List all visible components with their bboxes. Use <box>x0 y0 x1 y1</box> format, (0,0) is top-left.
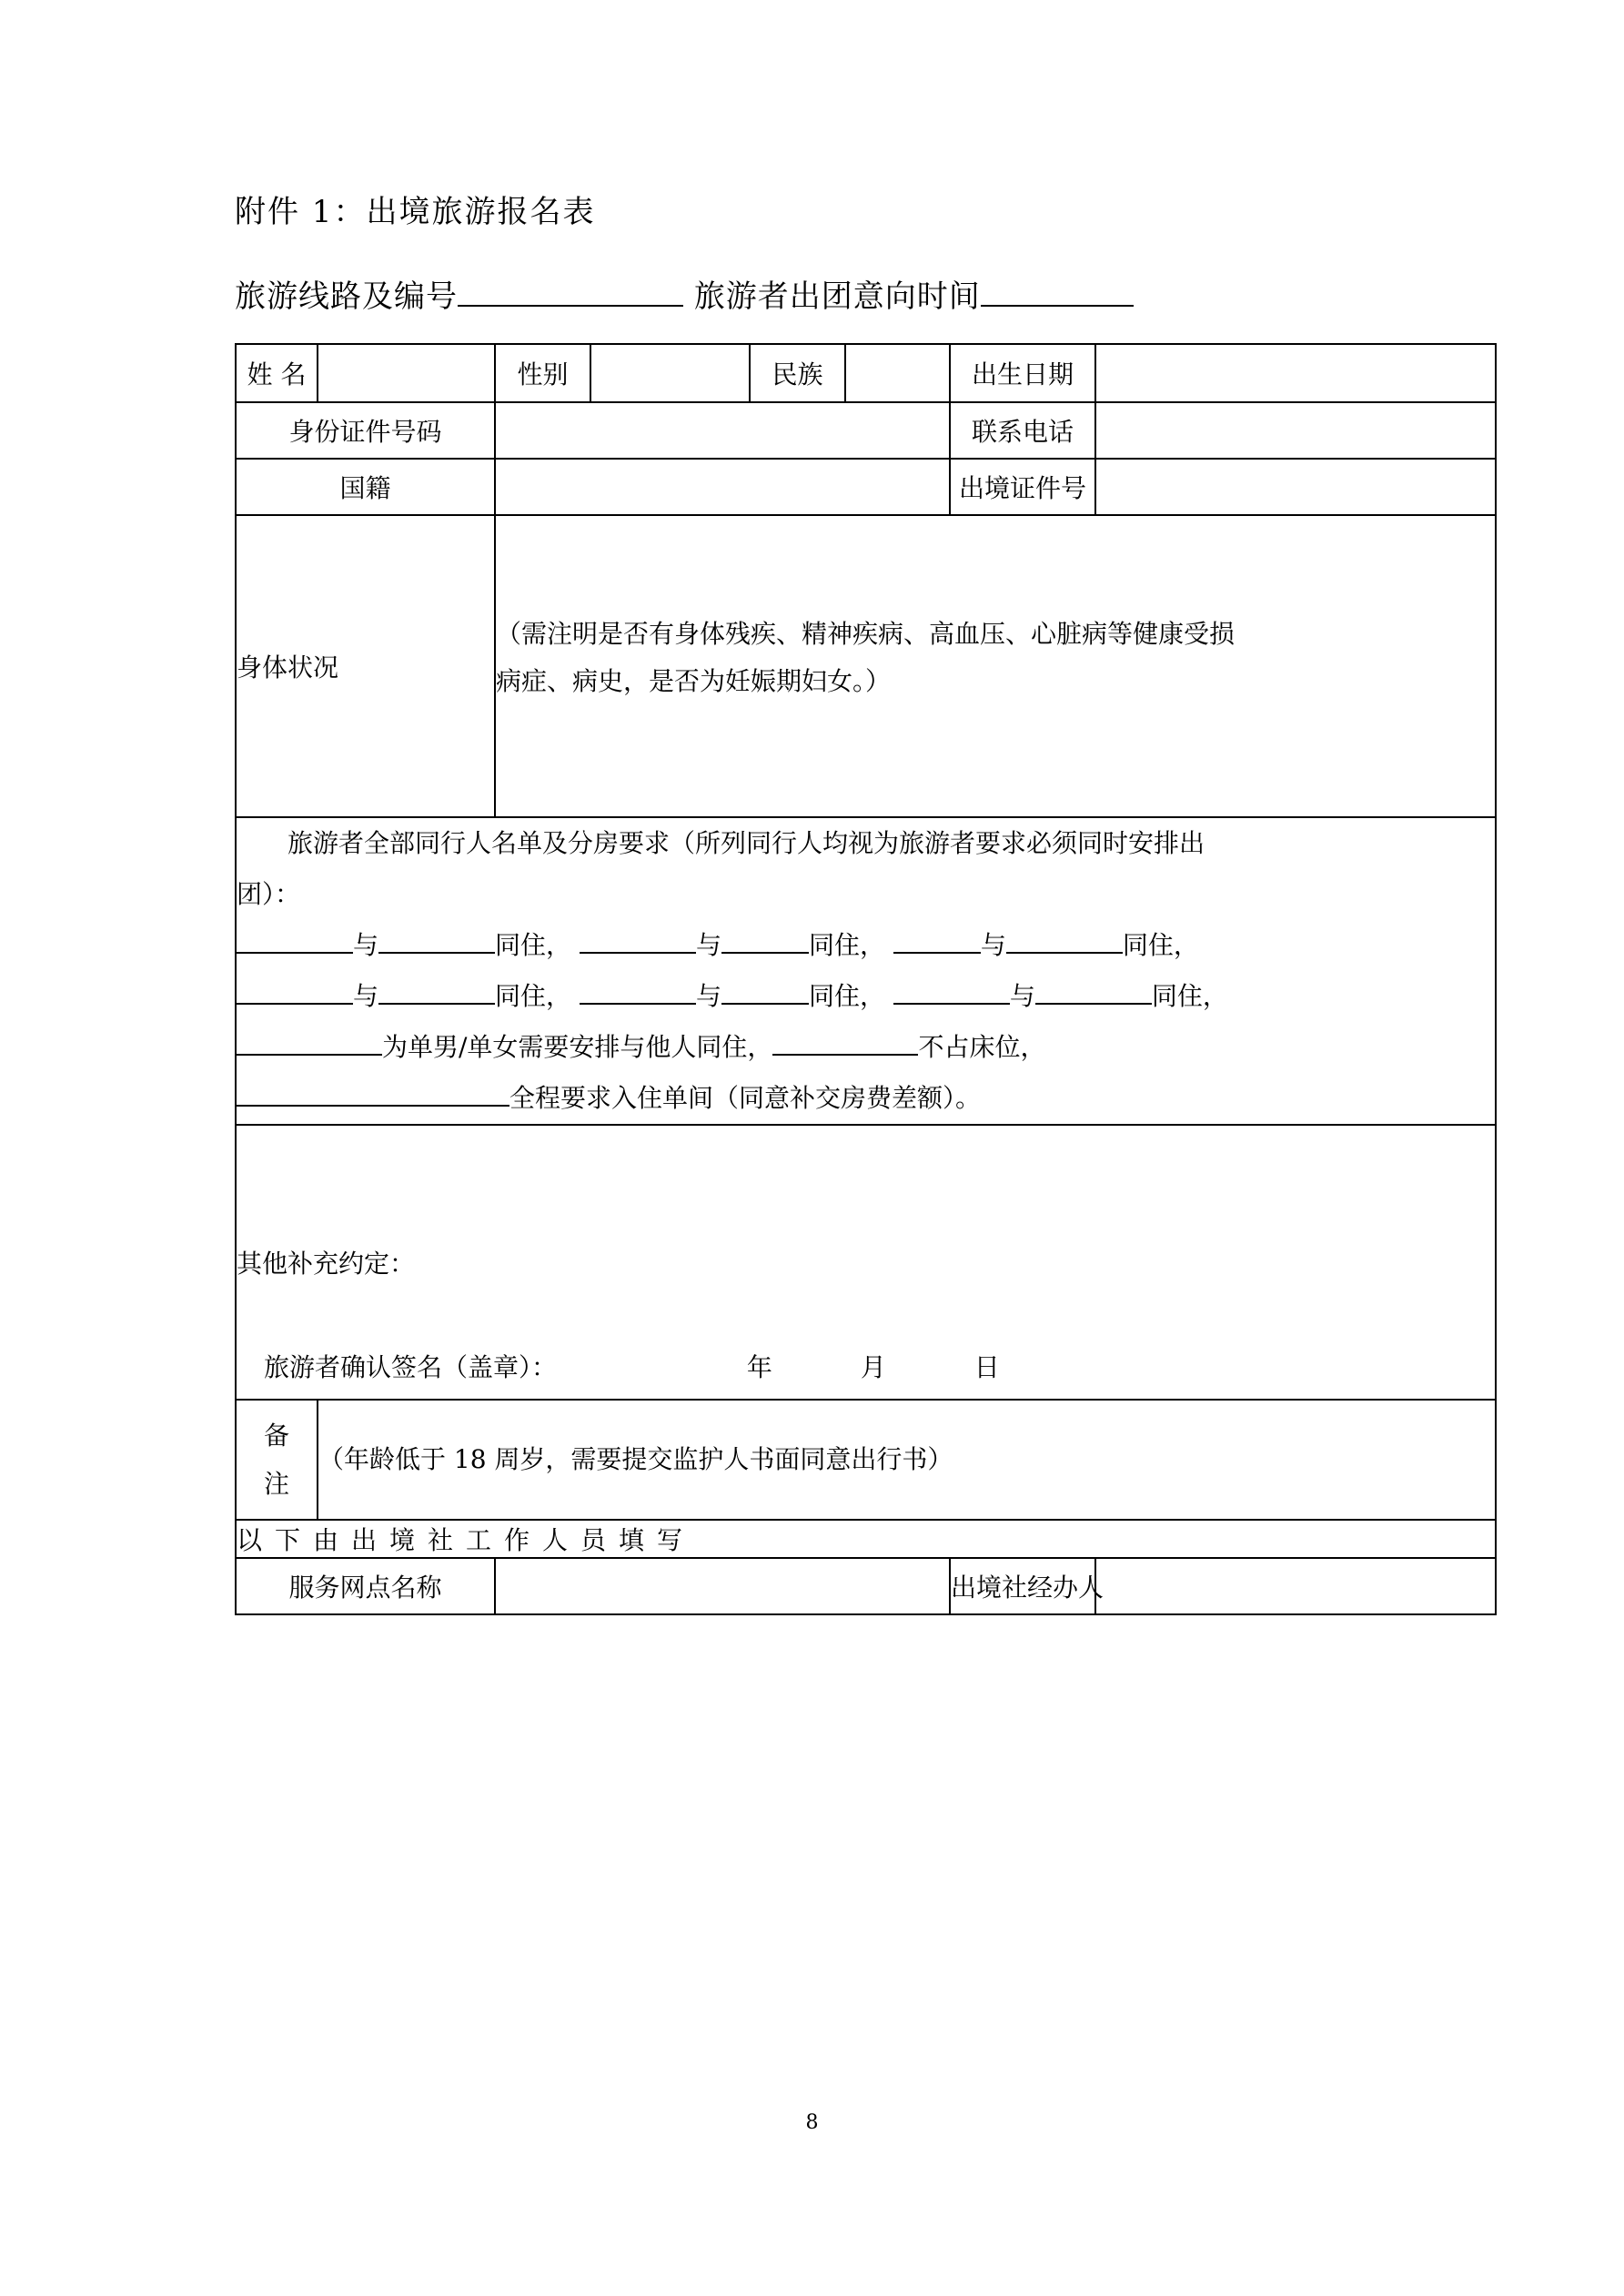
intent-time-input-blank[interactable] <box>981 305 1134 307</box>
companion-blank-1e[interactable] <box>893 952 981 954</box>
health-status-field[interactable] <box>495 515 1496 817</box>
companion-intro-line-2: 团）： <box>237 879 301 909</box>
phone-label: 联系电话 <box>950 402 1095 459</box>
table-row-health <box>236 515 1496 817</box>
other-agreement-section[interactable] <box>236 1125 1496 1400</box>
companion-blank-1c[interactable] <box>580 952 696 954</box>
table-row-other-agreement <box>236 1125 1496 1400</box>
single-traveler-blank[interactable] <box>237 1054 382 1056</box>
remark-text: （年龄低于 18 周岁，需要提交监护人书面同意出行书） <box>318 1400 1496 1520</box>
companion-single-line: 为单男/单女需要安排与他人同住， 不占床位， <box>237 1022 1495 1073</box>
staff-section-header: 以下由出境社工作人员填写 <box>236 1520 1496 1558</box>
intent-time-label: 旅游者出团意向时间 <box>693 278 981 315</box>
exit-document-field[interactable] <box>1095 459 1496 515</box>
route-input-blank[interactable] <box>458 305 683 307</box>
id-number-label: 身份证件号码 <box>236 402 495 459</box>
ethnicity-field[interactable] <box>845 344 950 402</box>
companion-blank-2b[interactable] <box>378 1003 495 1005</box>
service-outlet-field[interactable] <box>495 1558 950 1614</box>
single-room-blank[interactable] <box>237 1105 509 1107</box>
no-bed-blank[interactable] <box>772 1054 918 1056</box>
exit-document-label: 出境证件号 <box>950 459 1095 515</box>
companion-single-room-line: 全程要求入住单间（同意补交房费差额）。 <box>237 1073 1495 1124</box>
name-label: 姓 名 <box>236 344 318 402</box>
service-outlet-label: 服务网点名称 <box>236 1558 495 1614</box>
route-label: 旅游线路及编号 <box>235 278 458 315</box>
companion-pairs-line-2: 与 同住， 与 同住， 与 同住， <box>237 971 1495 1022</box>
gender-label: 性别 <box>495 344 590 402</box>
agency-agent-label: 出境社经办人 <box>950 1558 1095 1614</box>
companion-blank-1d[interactable] <box>721 952 809 954</box>
birthdate-field[interactable] <box>1095 344 1496 402</box>
agency-agent-field[interactable] <box>1095 1558 1496 1614</box>
remark-label-char-2: 注 <box>263 1469 289 1499</box>
companion-room-section <box>236 817 1496 1125</box>
document-content <box>235 187 1495 1615</box>
page-number: 8 <box>805 2111 819 2134</box>
id-number-field[interactable] <box>495 402 950 459</box>
other-agreement-label: 其他补充约定： <box>237 1249 416 1279</box>
nationality-field[interactable] <box>495 459 950 515</box>
companion-blank-2f[interactable] <box>1035 1003 1152 1005</box>
table-row-id-phone <box>236 402 1496 459</box>
gender-field[interactable] <box>590 344 750 402</box>
table-row-remark <box>236 1400 1496 1520</box>
signature-label: 旅游者确认签名（盖章）： <box>264 1352 558 1382</box>
phone-field[interactable] <box>1095 402 1496 459</box>
remark-label-char-1: 备 <box>263 1420 289 1451</box>
table-row-companions <box>236 817 1496 1125</box>
companion-blank-1a[interactable] <box>237 952 353 954</box>
companion-blank-2a[interactable] <box>237 1003 353 1005</box>
companion-blank-2c[interactable] <box>580 1003 696 1005</box>
nationality-label: 国籍 <box>236 459 495 515</box>
health-note-line-2: 病症、病史，是否为妊娠期妇女。） <box>496 666 892 696</box>
table-row-nationality-exitdoc <box>236 459 1496 515</box>
table-row-staff-header <box>236 1520 1496 1558</box>
page-title: 附件 1：出境旅游报名表 <box>235 194 596 230</box>
signature-date-label[interactable]: 年 月 日 <box>746 1352 1040 1382</box>
remark-label <box>236 1400 318 1520</box>
signature-row <box>264 1348 1468 1384</box>
companion-blank-2e[interactable] <box>893 1003 1010 1005</box>
health-note-line-1: （需注明是否有身体残疾、精神疾病、高血压、心脏病等健康受损 <box>496 619 1236 650</box>
companion-blank-1b[interactable] <box>378 952 495 954</box>
route-and-intent-line <box>235 271 1495 316</box>
birthdate-label: 出生日期 <box>950 344 1095 402</box>
companion-intro-line-1: 旅游者全部同行人名单及分房要求（所列同行人均视为旅游者要求必须同时安排出 <box>287 828 1205 858</box>
companion-pairs-line-1: 与 同住， 与 同住， 与 同住， <box>237 920 1495 971</box>
table-row-staff-fields <box>236 1558 1496 1614</box>
companion-blank-1f[interactable] <box>1006 952 1123 954</box>
ethnicity-label: 民族 <box>750 344 845 402</box>
companion-blank-2d[interactable] <box>721 1003 809 1005</box>
health-status-label: 身体状况 <box>236 515 495 817</box>
table-row-basic-info <box>236 344 1496 402</box>
registration-form-table <box>235 343 1497 1615</box>
name-field[interactable] <box>318 344 495 402</box>
